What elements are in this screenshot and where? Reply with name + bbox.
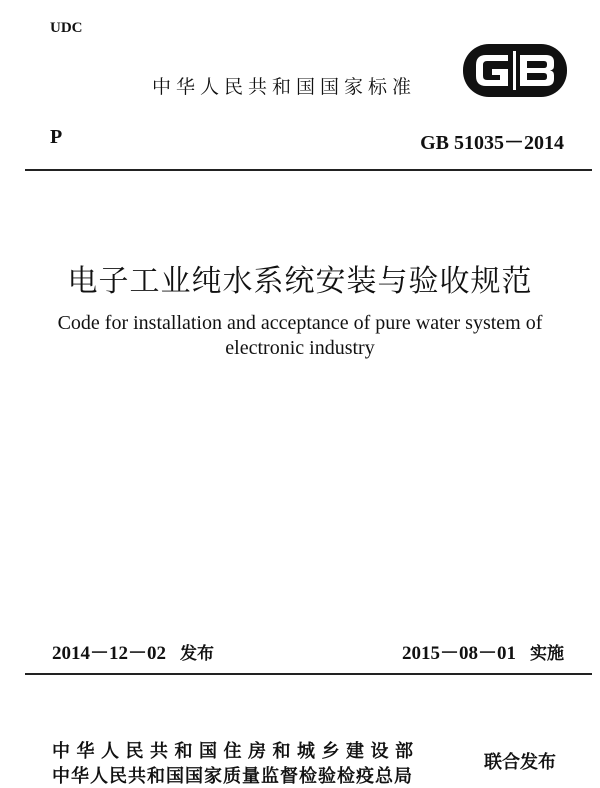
udc-label: UDC xyxy=(50,20,83,36)
national-standard-label: 中华人民共和国国家标准 xyxy=(152,76,417,98)
category-code: P xyxy=(50,126,63,148)
standard-number: GB 51035－2014 xyxy=(420,132,564,154)
issued-date-block xyxy=(52,638,214,665)
effective-date: 2015－08－01 xyxy=(401,643,516,664)
publisher-line1: 中华人民共和国住房和城乡建设部 xyxy=(52,741,420,762)
effective-label: 实施 xyxy=(530,644,564,664)
title-chinese: 电子工业纯水系统安装与验收规范 xyxy=(67,265,533,298)
date-divider xyxy=(25,673,592,675)
title-english-line2: electronic industry xyxy=(225,337,375,359)
publisher-line2: 中华人民共和国国家质量监督检验检疫总局 xyxy=(52,766,413,787)
issued-label: 发布 xyxy=(180,644,215,664)
effective-date-block xyxy=(402,638,564,665)
joint-issue-label: 联合发布 xyxy=(484,752,556,773)
issued-date: 2014－12－02 xyxy=(52,643,167,664)
gb-logo-icon xyxy=(462,43,568,98)
title-english-line1: Code for installation and acceptance of pure water system of xyxy=(57,312,543,334)
header-divider xyxy=(25,169,592,171)
